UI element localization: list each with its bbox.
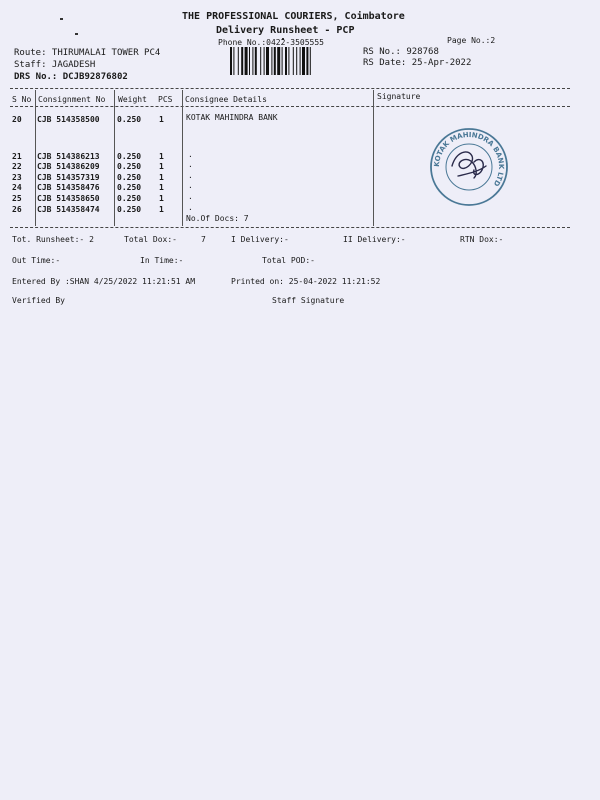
row-pcs: 1 — [159, 205, 164, 214]
drs-number: DRS No.: DCJB92876802 — [14, 72, 128, 82]
row-sno: 26 — [12, 205, 22, 214]
row-sno: 21 — [12, 152, 22, 161]
scan-mark — [75, 33, 78, 35]
staff: Staff: JAGADESH — [14, 60, 96, 70]
row-pcs: 1 — [159, 194, 164, 203]
row-consignee: . — [188, 181, 193, 190]
out-time: Out Time:- — [12, 256, 61, 265]
tot-runsheet: Tot. Runsheet:- 2 — [12, 235, 94, 244]
row-pcs: 1 — [159, 183, 164, 192]
header-consignee-details: Consignee Details — [185, 95, 267, 104]
verified-by: Verified By — [12, 296, 65, 305]
company-name: THE PROFESSIONAL COURIERS, Coimbatore — [182, 11, 405, 22]
row-consignment: CJB 514386213 — [37, 152, 100, 161]
header-signature: Signature — [377, 92, 421, 101]
doc-title: Delivery Runsheet - PCP — [216, 25, 355, 36]
phone-number: Phone No.:0422-3505555 — [218, 38, 324, 47]
row-consignee: . — [188, 150, 193, 159]
row-pcs: 1 — [159, 162, 164, 171]
row-consignee: . — [188, 203, 193, 212]
signature-scribble — [452, 152, 486, 178]
total-pod: Total POD:- — [262, 256, 315, 265]
divider — [10, 106, 570, 107]
column-line — [35, 90, 36, 226]
row-sno: 22 — [12, 162, 22, 171]
rtn-dox: RTN Dox:- — [460, 235, 504, 244]
divider — [10, 88, 570, 89]
row-pcs: 1 — [159, 115, 164, 124]
row-pcs: 1 — [159, 152, 164, 161]
row-sno: 23 — [12, 173, 22, 182]
printed-on: Printed on: 25-04-2022 11:21:52 — [231, 277, 381, 286]
column-line — [373, 90, 374, 226]
scan-mark — [60, 18, 63, 20]
route: Route: THIRUMALAI TOWER PC4 — [14, 48, 161, 58]
i-delivery: I Delivery:- — [231, 235, 289, 244]
row-consignment: CJB 514357319 — [37, 173, 100, 182]
column-line — [182, 90, 183, 226]
row-sno: 25 — [12, 194, 22, 203]
staff-signature: Staff Signature — [272, 296, 345, 305]
svg-text:KOTAK MAHINDRA BANK LTD: KOTAK MAHINDRA BANK LTD — [432, 130, 506, 188]
row-weight: 0.250 — [117, 173, 142, 182]
row-consignment: CJB 514358650 — [37, 194, 100, 203]
entered-by: Entered By :SHAN 4/25/2022 11:21:51 AM — [12, 277, 196, 286]
row-sno: 24 — [12, 183, 22, 192]
row-sno: 20 — [12, 115, 22, 124]
row-consignment: CJB 514358500 — [37, 115, 100, 124]
header-pcs: PCS — [158, 95, 173, 104]
row-consignee: . — [188, 192, 193, 201]
row-consignment: CJB 514386209 — [37, 162, 100, 171]
in-time: In Time:- — [140, 256, 184, 265]
header-weight: Weight — [118, 95, 147, 104]
row-consignee: KOTAK MAHINDRA BANK — [186, 113, 278, 122]
row-consignment: CJB 514358474 — [37, 205, 100, 214]
rs-number: RS No.: 928768 — [363, 47, 439, 57]
total-dox-value: 7 — [201, 235, 206, 244]
page-number: Page No.:2 — [447, 36, 496, 45]
row-consignee: . — [188, 171, 193, 180]
row-consignee: . — [188, 160, 193, 169]
rs-date: RS Date: 25-Apr-2022 — [363, 58, 472, 68]
row-weight: 0.250 — [117, 205, 142, 214]
no-of-docs: No.Of Docs: 7 — [186, 214, 249, 223]
total-dox-label: Total Dox:- — [124, 235, 177, 244]
ii-delivery: II Delivery:- — [343, 235, 406, 244]
row-weight: 0.250 — [117, 183, 142, 192]
header-consignment: Consignment No — [38, 95, 106, 104]
row-weight: 0.250 — [117, 194, 142, 203]
row-weight: 0.250 — [117, 115, 142, 124]
barcode — [230, 47, 360, 75]
row-pcs: 1 — [159, 173, 164, 182]
row-weight: 0.250 — [117, 152, 142, 161]
header-sno: S No — [12, 95, 32, 104]
bank-stamp — [428, 126, 510, 208]
column-line — [114, 90, 115, 226]
row-consignment: CJB 514358476 — [37, 183, 100, 192]
row-weight: 0.250 — [117, 162, 142, 171]
divider — [10, 227, 570, 228]
